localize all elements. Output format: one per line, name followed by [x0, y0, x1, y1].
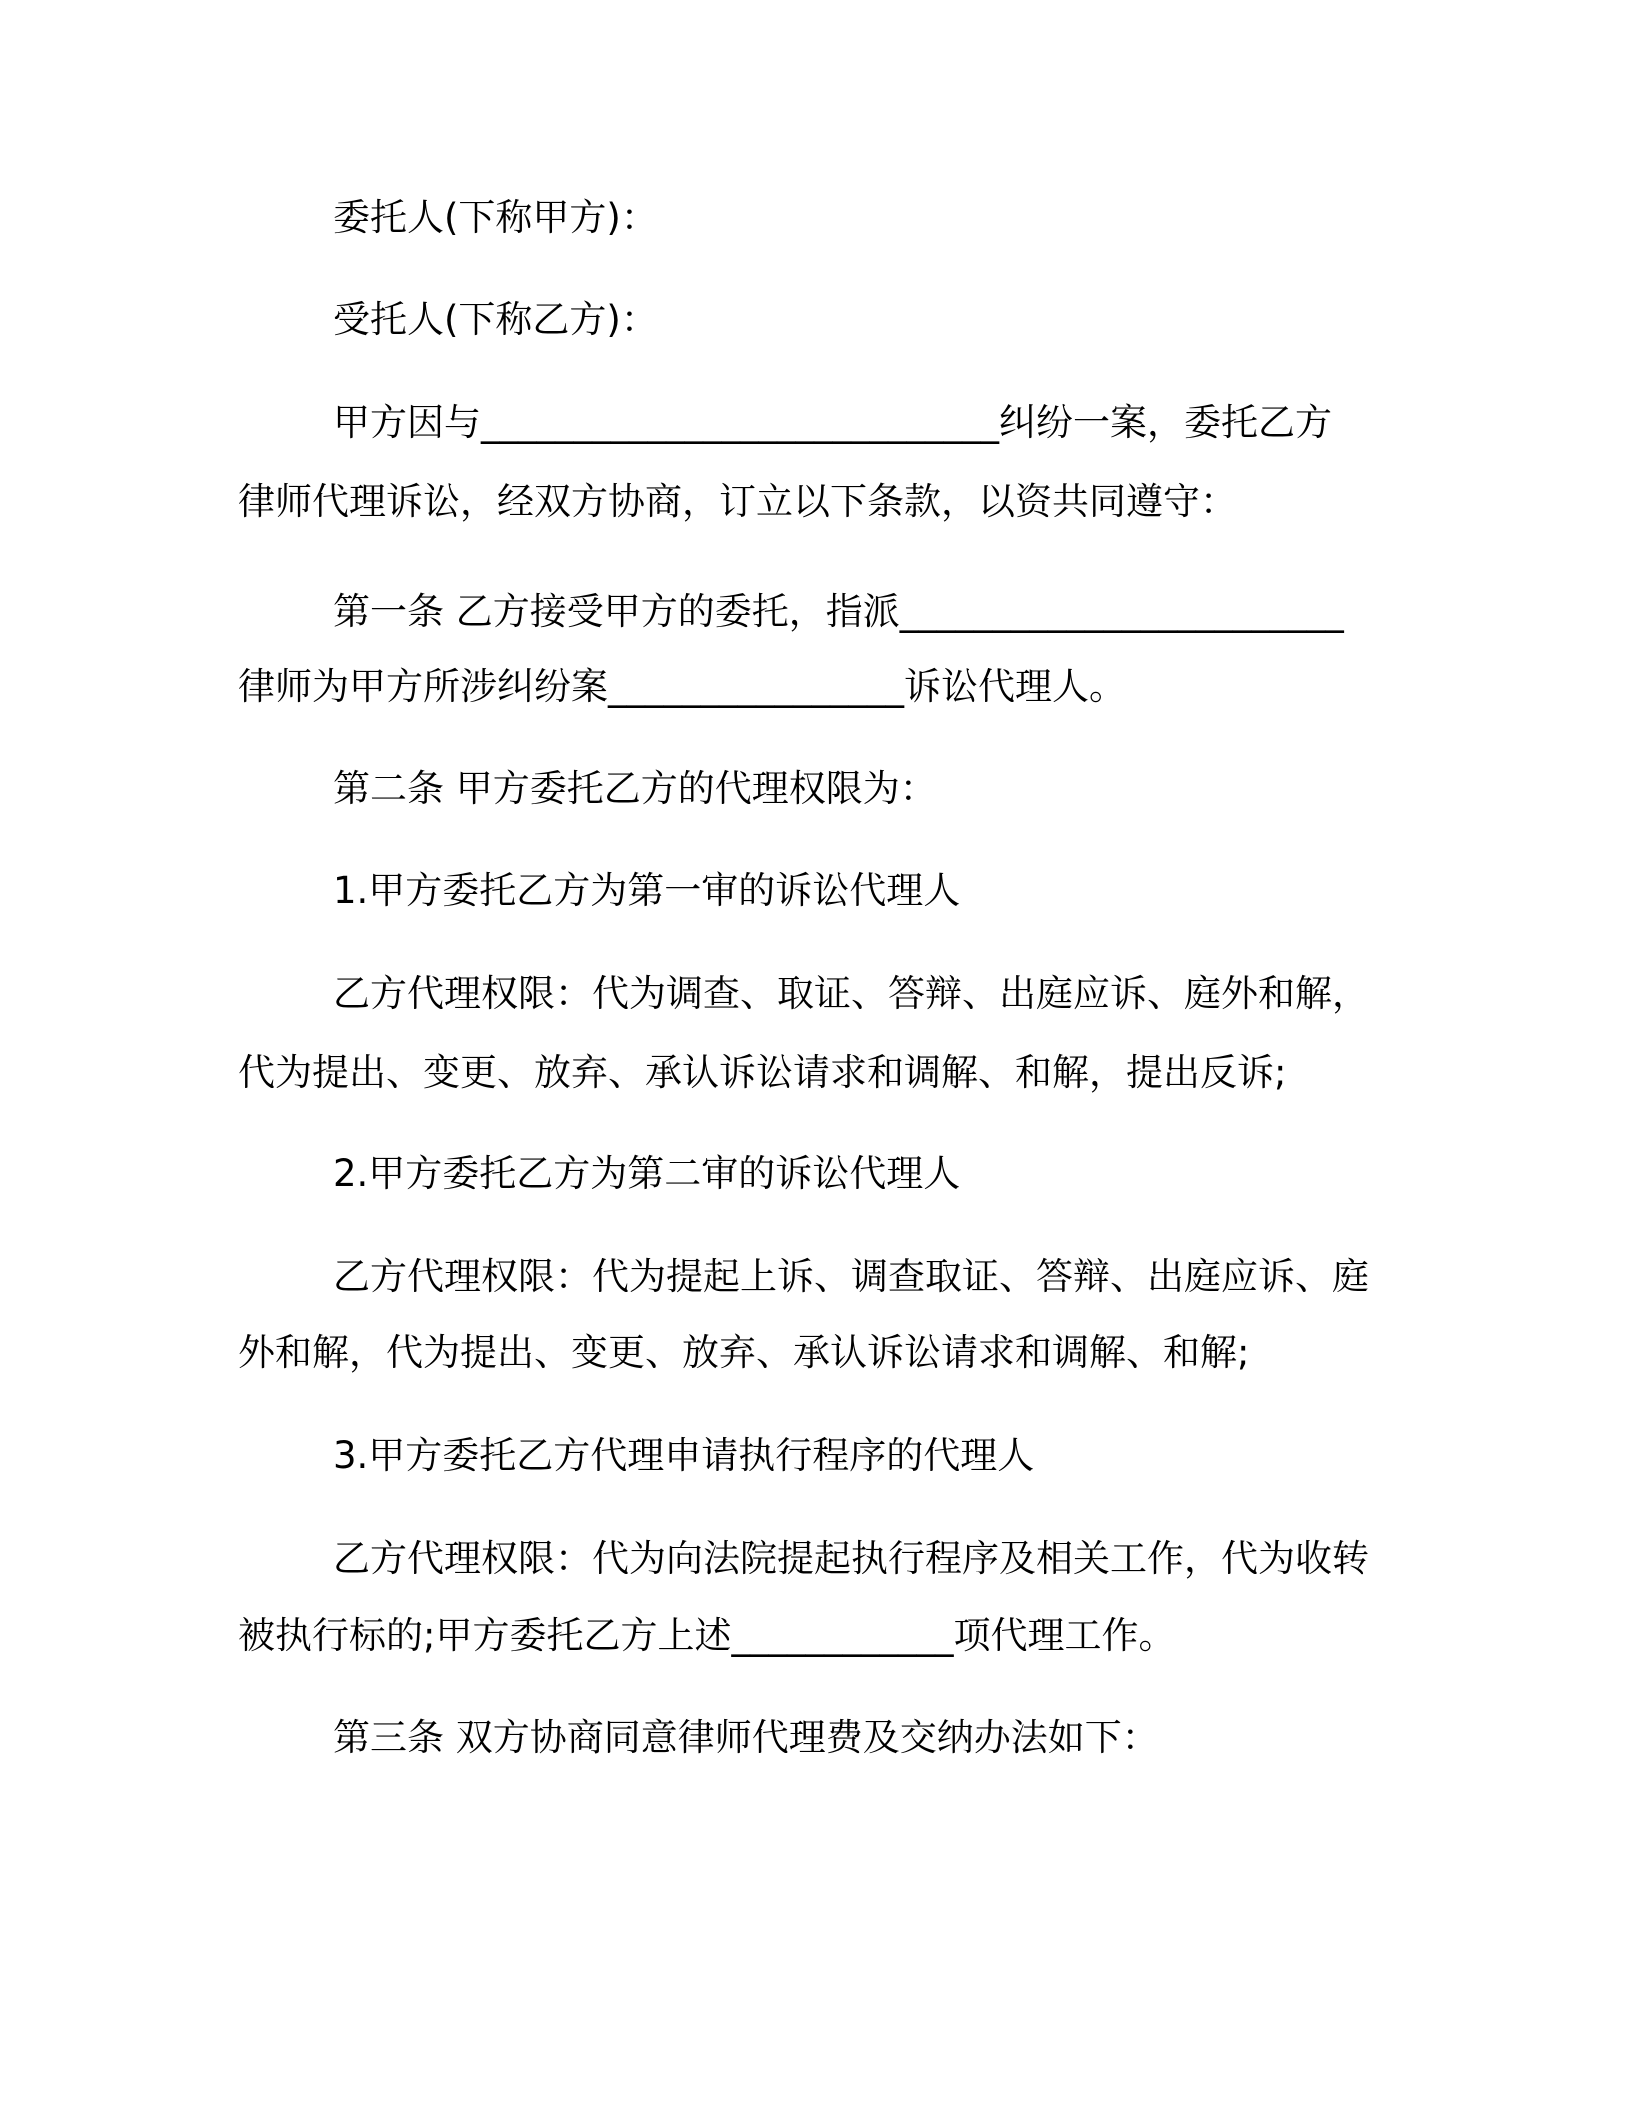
item3-body-line-2: 被执行标的;甲方委托乙方上述____________项代理工作。 [238, 1614, 1176, 1657]
article1-line-2: 律师为甲方所涉纠纷案________________诉讼代理人。 [238, 665, 1126, 708]
item3-body-line-1: 乙方代理权限：代为向法院提起执行程序及相关工作，代为收转 [333, 1537, 1369, 1580]
item1-body-line-1: 乙方代理权限：代为调查、取证、答辩、出庭应诉、庭外和解， [333, 972, 1369, 1015]
item1-heading: 1.甲方委托乙方为第一审的诉讼代理人 [333, 869, 961, 912]
preamble-line-2: 律师代理诉讼，经双方协商，订立以下条款，以资共同遵守： [238, 480, 1237, 523]
article1-line-1: 第一条 乙方接受甲方的委托，指派________________________ [333, 590, 1344, 633]
preamble-line-1: 甲方因与____________________________纠纷一案，委托乙方 [333, 401, 1332, 444]
item3-heading: 3.甲方委托乙方代理申请执行程序的代理人 [333, 1434, 1035, 1477]
article2-heading: 第二条 甲方委托乙方的代理权限为： [333, 767, 937, 810]
agent-line: 受托人(下称乙方)： [333, 298, 658, 341]
principal-line: 委托人(下称甲方)： [333, 196, 658, 239]
article3-heading: 第三条 双方协商同意律师代理费及交纳办法如下： [333, 1716, 1159, 1759]
item2-body-line-2: 外和解，代为提出、变更、放弃、承认诉讼请求和调解、和解; [238, 1331, 1250, 1374]
item1-body-line-2: 代为提出、变更、放弃、承认诉讼请求和调解、和解，提出反诉; [238, 1051, 1287, 1094]
item2-body-line-1: 乙方代理权限：代为提起上诉、调查取证、答辩、出庭应诉、庭 [333, 1255, 1369, 1298]
item2-heading: 2.甲方委托乙方为第二审的诉讼代理人 [333, 1152, 961, 1195]
